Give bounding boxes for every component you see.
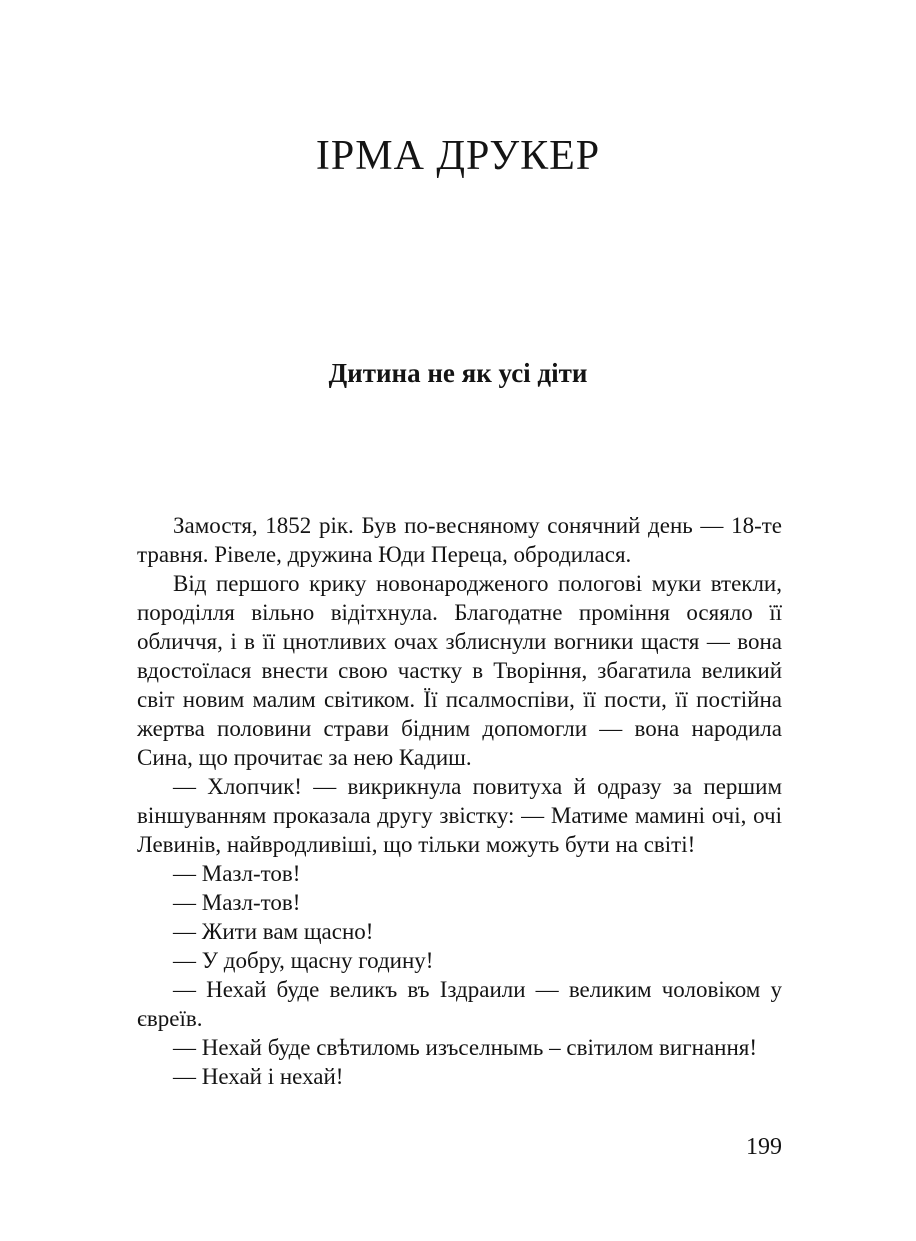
paragraph: Від першого крику новонародженого пологові муки втекли, породілля вільно відітхнула. Благодатне проміння осяяло її обличчя, і в її цнотливих очах зблиснули вогники щастя — вона вдостоїлася внести свою частку в Творіння, збагатила великий світ новим малим світиком. Її псалмоспіви, її пости, її постійна жертва половини страви бідним допомогли — вона народила Сина, що прочитає за нею Кадиш. xyxy=(137,571,782,770)
body-text xyxy=(137,511,782,1091)
page-number: 199 xyxy=(746,1134,782,1160)
paragraph: — У добру, щасну годину! xyxy=(173,948,434,973)
paragraph: Замостя, 1852 рік. Був по-весняному сонячний день — 18-те травня. Рівеле, дружина Юди Переца, обродилася. xyxy=(137,513,782,567)
paragraph: — Мазл-тов! xyxy=(173,861,301,886)
paragraph: — Жити вам щасно! xyxy=(173,919,374,944)
author-title: ІРМА ДРУКЕР xyxy=(315,133,601,179)
paragraph: — Нехай буде великъ въ Іздраили — великим чоловіком у євреїв. xyxy=(137,977,782,1031)
paragraph: — Нехай і нехай! xyxy=(173,1064,344,1089)
paragraph: — Мазл-тов! xyxy=(173,890,301,915)
story-title: Дитина не як усі діти xyxy=(328,358,588,388)
paragraph: — Хлопчик! — викрикнула повитуха й одразу за першим віншуванням проказала другу звістку: — Матиме мамині очі, очі Левинів, найвродливіші, що тільки можуть бути на світі! xyxy=(137,774,782,857)
paragraph: — Нехай буде свѣтиломь изъселнымь – світилом вигнання! xyxy=(173,1035,758,1060)
